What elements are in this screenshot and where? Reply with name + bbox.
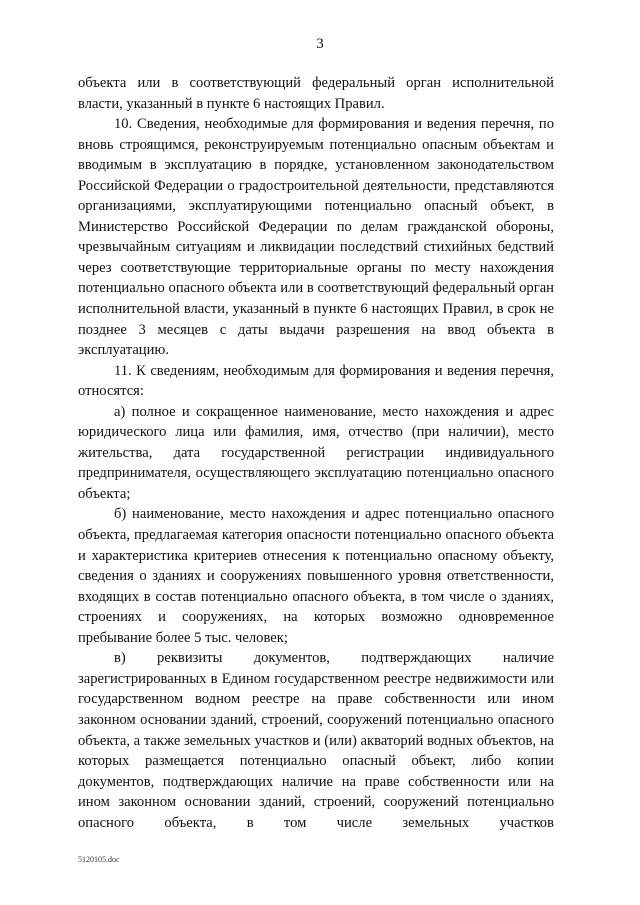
subparagraph-b: б) наименование, место нахождения и адрес потенциально опасного объекта, предлагаемая категория опасности потенциально опасного объекта и характеристика критериев отнесения к потенциально опасному объекту, сведения о зданиях и сооружениях повышенного уровня ответственности, входящих в состав потенциально опасного объекта, в том числе о зданиях, строениях и сооружениях, на которых возможно одновременное пребывание более 5 тыс. человек; [78,506,554,646]
document-body [78,73,554,833]
footer-filename: 5120105.doc [78,855,120,864]
subparagraph-a: а) полное и сокращенное наименование, место нахождения и адрес юридического лица или фамилия, имя, отчество (при наличии), место жительства, дата государственной регистрации индивидуального предпринимателя, осуществляющего эксплуатацию потенциально опасного объекта; [78,403,554,502]
paragraph-item-10: 10. Сведения, необходимые для формирования и ведения перечня, по вновь строящимся, реконструируемым потенциально опасным объектам и вводимым в эксплуатацию в порядке, установленном законодательством Российской Федерации о градостроительной деятельности, представляются организациями, эксплуатирующими потенциально опасный объект, в Министерство Российской Федерации по делам гражданской обороны, чрезвычайным ситуациям и ликвидации последствий стихийных бедствий через соответствующие территориальные органы по месту нахождения потенциально опасного объекта или в соответствующий федеральный орган исполнительной власти, указанный в пункте 6 настоящих Правил, в срок не позднее 3 месяцев с даты выдачи разрешения на ввод объекта в эксплуатацию. [78,116,554,359]
subparagraph-v: в) реквизиты документов, подтверждающих наличие зарегистрированных в Едином государственном реестре недвижимости или государственном водном реестре на праве собственности или ином законном основании зданий, строений, сооружений потенциально опасного объекта, а также земельных участков и (или) акваторий водных объектов, на которых размещается потенциально опасный объект, либо копии документов, подтверждающих наличие на праве собственности или на ином законном основании зданий, строений, сооружений потенциально опасного объекта, в том числе земельных участков [78,650,554,831]
paragraph-item-11: 11. К сведениям, необходимым для формирования и ведения перечня, относятся: [78,362,554,400]
paragraph-continuation: объекта или в соответствующий федеральный орган исполнительной власти, указанный в пункте 6 настоящих Правил. [78,75,554,112]
page-number: 3 [316,36,324,52]
